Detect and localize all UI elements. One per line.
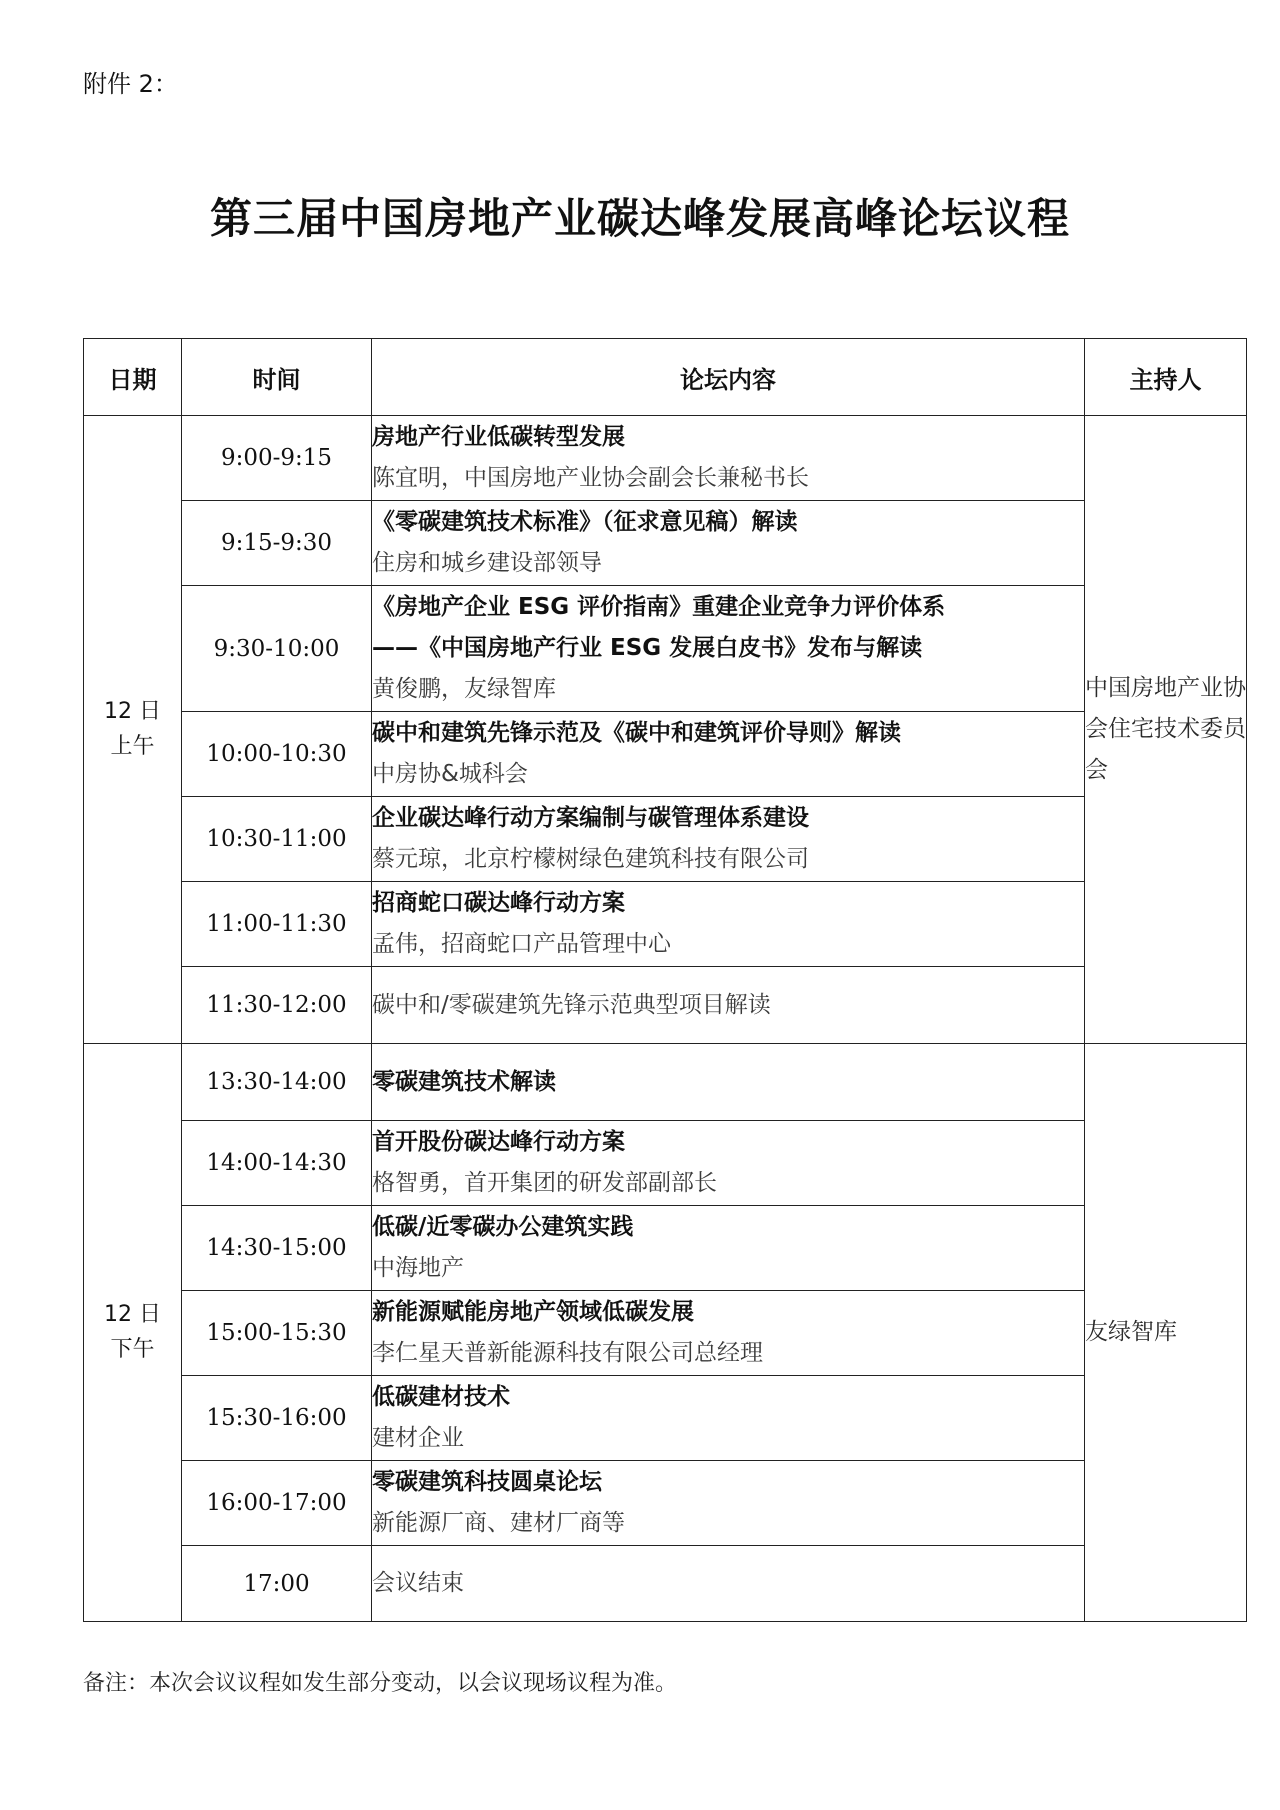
header-date: 日期 xyxy=(84,339,182,416)
host-cell-morning: 中国房地产业协会住宅技术委员会 xyxy=(1085,416,1247,1044)
session-speaker: 陈宜明，中国房地产业协会副会长兼秘书长 xyxy=(372,465,809,491)
table-row xyxy=(84,1206,1247,1291)
session-title: 碳中和/零碳建筑先锋示范典型项目解读 xyxy=(372,991,771,1018)
header-row xyxy=(84,339,1247,416)
table-row xyxy=(84,1461,1247,1546)
session-title: 碳中和建筑先锋示范及《碳中和建筑评价导则》解读 xyxy=(372,720,901,746)
time-cell: 9:30-10:00 xyxy=(182,586,372,712)
table-row xyxy=(84,1121,1247,1206)
time-cell: 9:15-9:30 xyxy=(182,501,372,586)
session-title: 低碳建材技术 xyxy=(372,1384,510,1410)
session-title: 房地产行业低碳转型发展 xyxy=(372,424,625,450)
session-title: 《零碳建筑技术标准》（征求意见稿）解读 xyxy=(372,509,798,535)
content-cell xyxy=(372,712,1085,797)
time-cell: 13:30-14:00 xyxy=(182,1044,372,1121)
date-cell-morning xyxy=(84,416,182,1044)
time-cell: 17:00 xyxy=(182,1546,372,1622)
content-cell xyxy=(372,1121,1085,1206)
table-row xyxy=(84,712,1247,797)
host-cell-afternoon: 友绿智库 xyxy=(1085,1044,1247,1622)
content-cell xyxy=(372,1376,1085,1461)
session-title-line2: ——《中国房地产行业 ESG 发展白皮书》发布与解读 xyxy=(372,635,923,661)
session-speaker: 建材企业 xyxy=(372,1425,464,1451)
session-title: 新能源赋能房地产领域低碳发展 xyxy=(372,1299,694,1325)
table-row xyxy=(84,501,1247,586)
attachment-label: 附件 2： xyxy=(83,70,178,98)
content-cell xyxy=(372,1044,1085,1121)
content-cell xyxy=(372,967,1085,1044)
content-cell xyxy=(372,1461,1085,1546)
session-speaker: 黄俊鹏，友绿智库 xyxy=(372,676,556,702)
agenda-table xyxy=(83,338,1247,1622)
content-cell xyxy=(372,586,1085,712)
content-cell xyxy=(372,1206,1085,1291)
table-row xyxy=(84,1546,1247,1622)
header-content: 论坛内容 xyxy=(372,339,1085,416)
session-title: 首开股份碳达峰行动方案 xyxy=(372,1129,625,1155)
content-cell xyxy=(372,1546,1085,1622)
time-cell: 15:00-15:30 xyxy=(182,1291,372,1376)
table-row xyxy=(84,1291,1247,1376)
content-cell xyxy=(372,1291,1085,1376)
table-row xyxy=(84,967,1247,1044)
time-cell: 16:00-17:00 xyxy=(182,1461,372,1546)
session-title: 《房地产企业 ESG 评价指南》重建企业竞争力评价体系 xyxy=(372,594,946,620)
time-cell: 10:30-11:00 xyxy=(182,797,372,882)
session-title: 低碳/近零碳办公建筑实践 xyxy=(372,1214,634,1240)
content-cell xyxy=(372,416,1085,501)
time-cell: 14:00-14:30 xyxy=(182,1121,372,1206)
time-cell: 9:00-9:15 xyxy=(182,416,372,501)
content-cell xyxy=(372,797,1085,882)
table-row xyxy=(84,797,1247,882)
time-cell: 11:30-12:00 xyxy=(182,967,372,1044)
session-title: 招商蛇口碳达峰行动方案 xyxy=(372,890,625,916)
page-title: 第三届中国房地产业碳达峰发展高峰论坛议程 xyxy=(209,194,1070,243)
session-speaker: 新能源厂商、建材厂商等 xyxy=(372,1510,625,1536)
table-row xyxy=(84,1376,1247,1461)
footnote: 备注：本次会议议程如发生部分变动，以会议现场议程为准。 xyxy=(83,1671,678,1696)
session-title: 会议结束 xyxy=(372,1570,464,1596)
table-row xyxy=(84,882,1247,967)
date-cell-afternoon xyxy=(84,1044,182,1622)
session-speaker: 中海地产 xyxy=(372,1255,464,1281)
session-title: 企业碳达峰行动方案编制与碳管理体系建设 xyxy=(372,805,809,831)
time-cell: 11:00-11:30 xyxy=(182,882,372,967)
date-day: 12 日 xyxy=(104,699,161,725)
content-cell xyxy=(372,501,1085,586)
date-period: 上午 xyxy=(110,733,155,759)
date-period: 下午 xyxy=(110,1336,155,1362)
table-row xyxy=(84,1044,1247,1121)
table-row xyxy=(84,416,1247,501)
session-speaker: 蔡元琼，北京柠檬树绿色建筑科技有限公司 xyxy=(372,846,809,872)
header-time: 时间 xyxy=(182,339,372,416)
session-title: 零碳建筑科技圆桌论坛 xyxy=(372,1469,602,1495)
session-speaker: 格智勇，首开集团的研发部副部长 xyxy=(372,1170,717,1196)
session-speaker: 住房和城乡建设部领导 xyxy=(372,550,602,576)
time-cell: 10:00-10:30 xyxy=(182,712,372,797)
session-speaker: 孟伟，招商蛇口产品管理中心 xyxy=(372,931,671,957)
session-speaker: 中房协&城科会 xyxy=(372,761,528,787)
table-row xyxy=(84,586,1247,712)
session-title: 零碳建筑技术解读 xyxy=(372,1068,556,1095)
date-day: 12 日 xyxy=(104,1302,161,1328)
time-cell: 15:30-16:00 xyxy=(182,1376,372,1461)
header-host: 主持人 xyxy=(1085,339,1247,416)
session-speaker: 李仁星天普新能源科技有限公司总经理 xyxy=(372,1340,763,1366)
content-cell xyxy=(372,882,1085,967)
time-cell: 14:30-15:00 xyxy=(182,1206,372,1291)
